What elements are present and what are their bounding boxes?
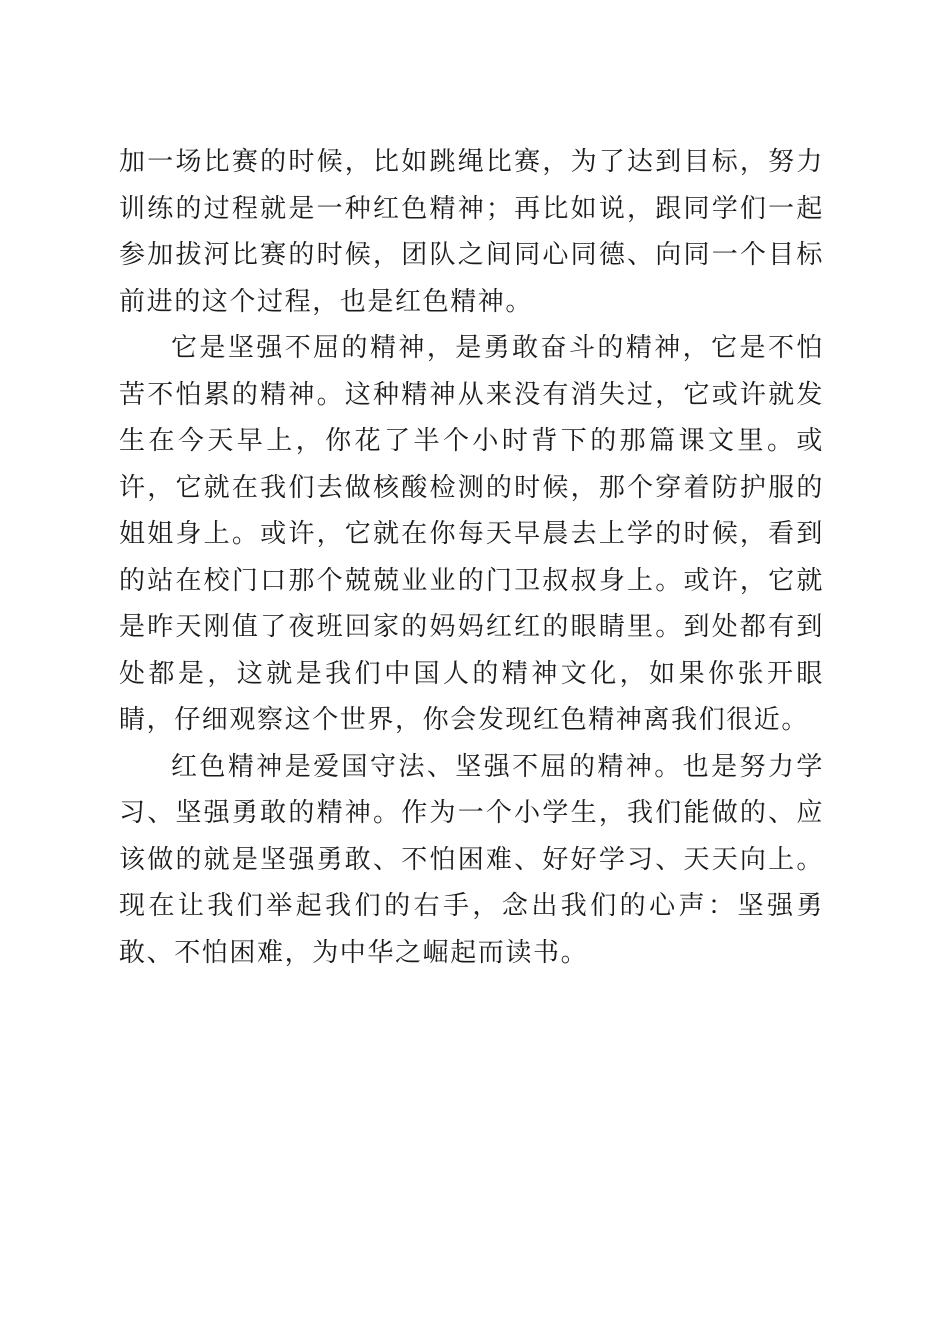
paragraph-conclusion: 红色精神是爱国守法、坚强不屈的精神。也是努力学习、坚强勇敢的精神。作为一个小学生，我们能做的、应该做的就是坚强勇敢、不怕困难、好好学习、天天向上。现在让我们举起我们的右手，念出我们的心声：坚强勇敢、不怕困难，为中华之崛起而读书。 — [119, 751, 824, 968]
paragraph-continued: 加一场比赛的时候，比如跳绳比赛，为了达到目标，努力训练的过程就是一种红色精神；再比如说，跟同学们一起参加拔河比赛的时候，团队之间同心同德、向同一个目标前进的这个过程，也是红色精神。 — [119, 147, 824, 317]
paragraph-spirit-everywhere: 它是坚强不屈的精神，是勇敢奋斗的精神，它是不怕苦不怕累的精神。这种精神从来没有消失过，它或许就发生在今天早上，你花了半个小时背下的那篇课文里。或许，它就在我们去做核酸检测的时候，那个穿着防护服的姐姐身上。或许，它就在你每天早晨去上学的时候，看到的站在校门口那个兢兢业业的门卫叔叔身上。或许，它就是昨天刚值了夜班回家的妈妈红红的眼睛里。到处都有到处都是，这就是我们中国人的精神文化，如果你张开眼睛，仔细观察这个世界，你会发现红色精神离我们很近。 — [119, 333, 824, 735]
body-text — [119, 139, 824, 976]
